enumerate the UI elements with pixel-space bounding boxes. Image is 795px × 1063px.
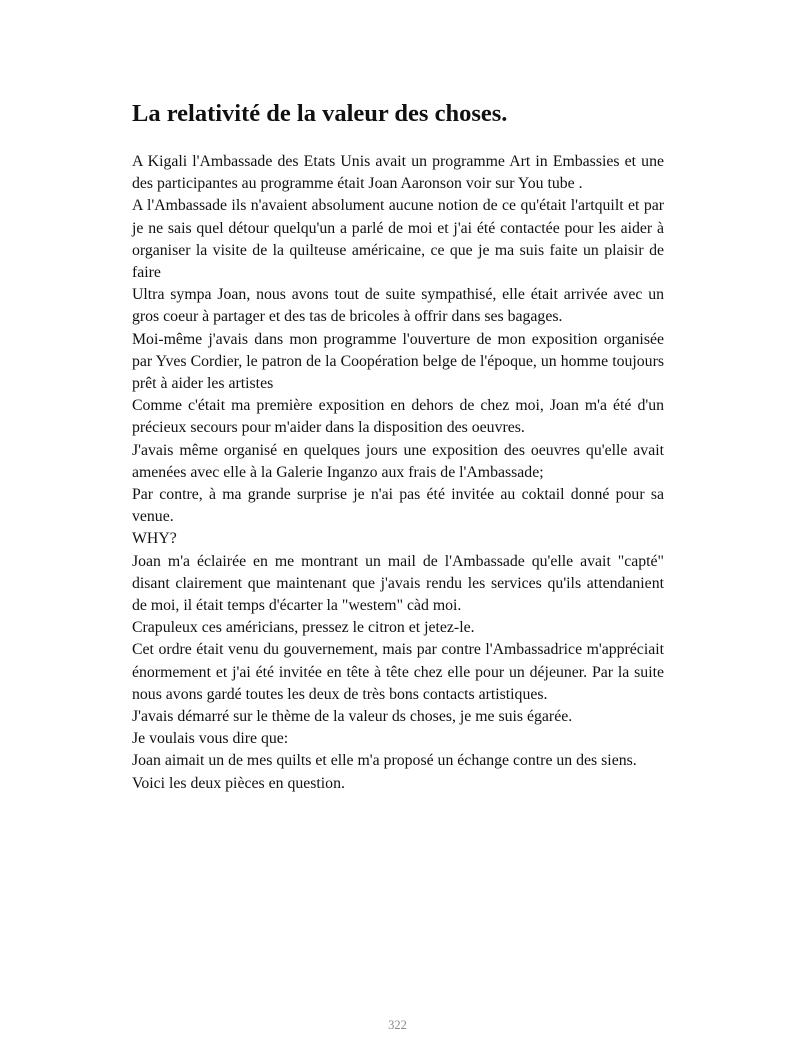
paragraph: Joan m'a éclairée en me montrant un mail de l'Ambassade qu'elle avait "capté" disant clairement que maintenant que j'avais rendu les services qu'ils attendanient de moi, il était temps d'écarter la "westem" càd moi. [132, 552, 664, 615]
paragraph: Cet ordre était venu du gouvernement, mais par contre l'Ambassadrice m'appréciait énormement et j'ai été invitée en tête à tête chez elle pour un déjeuner. Par la suite nous avons gardé toutes les deux de très bons contacts artistiques. [132, 641, 664, 703]
paragraph: Crapuleux ces américians, pressez le citron et jetez-le. [132, 619, 475, 637]
paragraph: J'avais démarré sur le thème de la valeur ds choses, je me suis égarée. [132, 708, 573, 726]
paragraph: Joan aimait un de mes quilts et elle m'a proposé un échange contre un des siens. [132, 752, 637, 770]
paragraph: Je voulais vous dire que: [132, 730, 289, 748]
paragraph: A l'Ambassade ils n'avaient absolument aucune notion de ce qu'était l'artquilt et par je ne sais quel détour quelqu'un a parlé de moi et j'ai été contactée pour les aider à organiser la visite de la quilteuse américaine, ce que je ma suis faite un plaisir de faire [132, 197, 664, 282]
paragraph: A Kigali l'Ambassade des Etats Unis avait un programme Art in Embassies et une des participantes au programme était Joan Aaronson voir sur You tube . [132, 153, 664, 193]
paragraph: J'avais même organisé en quelques jours une exposition des oeuvres qu'elle avait amenées avec elle à la Galerie Inganzo aux frais de l'Ambassade; [132, 441, 664, 481]
page-number: 322 [388, 1018, 407, 1032]
page-title: La relativité de la valeur des choses. [132, 100, 508, 127]
body-text [132, 151, 664, 795]
paragraph: Ultra sympa Joan, nous avons tout de suite sympathisé, elle était arrivée avec un gros coeur à partager et des tas de bricoles à offrir dans ses bagages. [132, 286, 664, 326]
paragraph: Par contre, à ma grande surprise je n'ai pas été invitée au coktail donné pour sa venue. [132, 486, 664, 526]
paragraph: Comme c'était ma première exposition en dehors de chez moi, Joan m'a été d'un précieux secours pour m'aider dans la disposition des oeuvres. [132, 397, 664, 437]
paragraph: Voici les deux pièces en question. [132, 774, 345, 792]
paragraph: Moi-même j'avais dans mon programme l'ouverture de mon exposition organisée par Yves Cordier, le patron de la Coopération belge de l'époque, un homme toujours prêt à aider les artistes [132, 330, 664, 393]
paragraph: WHY? [132, 530, 177, 548]
